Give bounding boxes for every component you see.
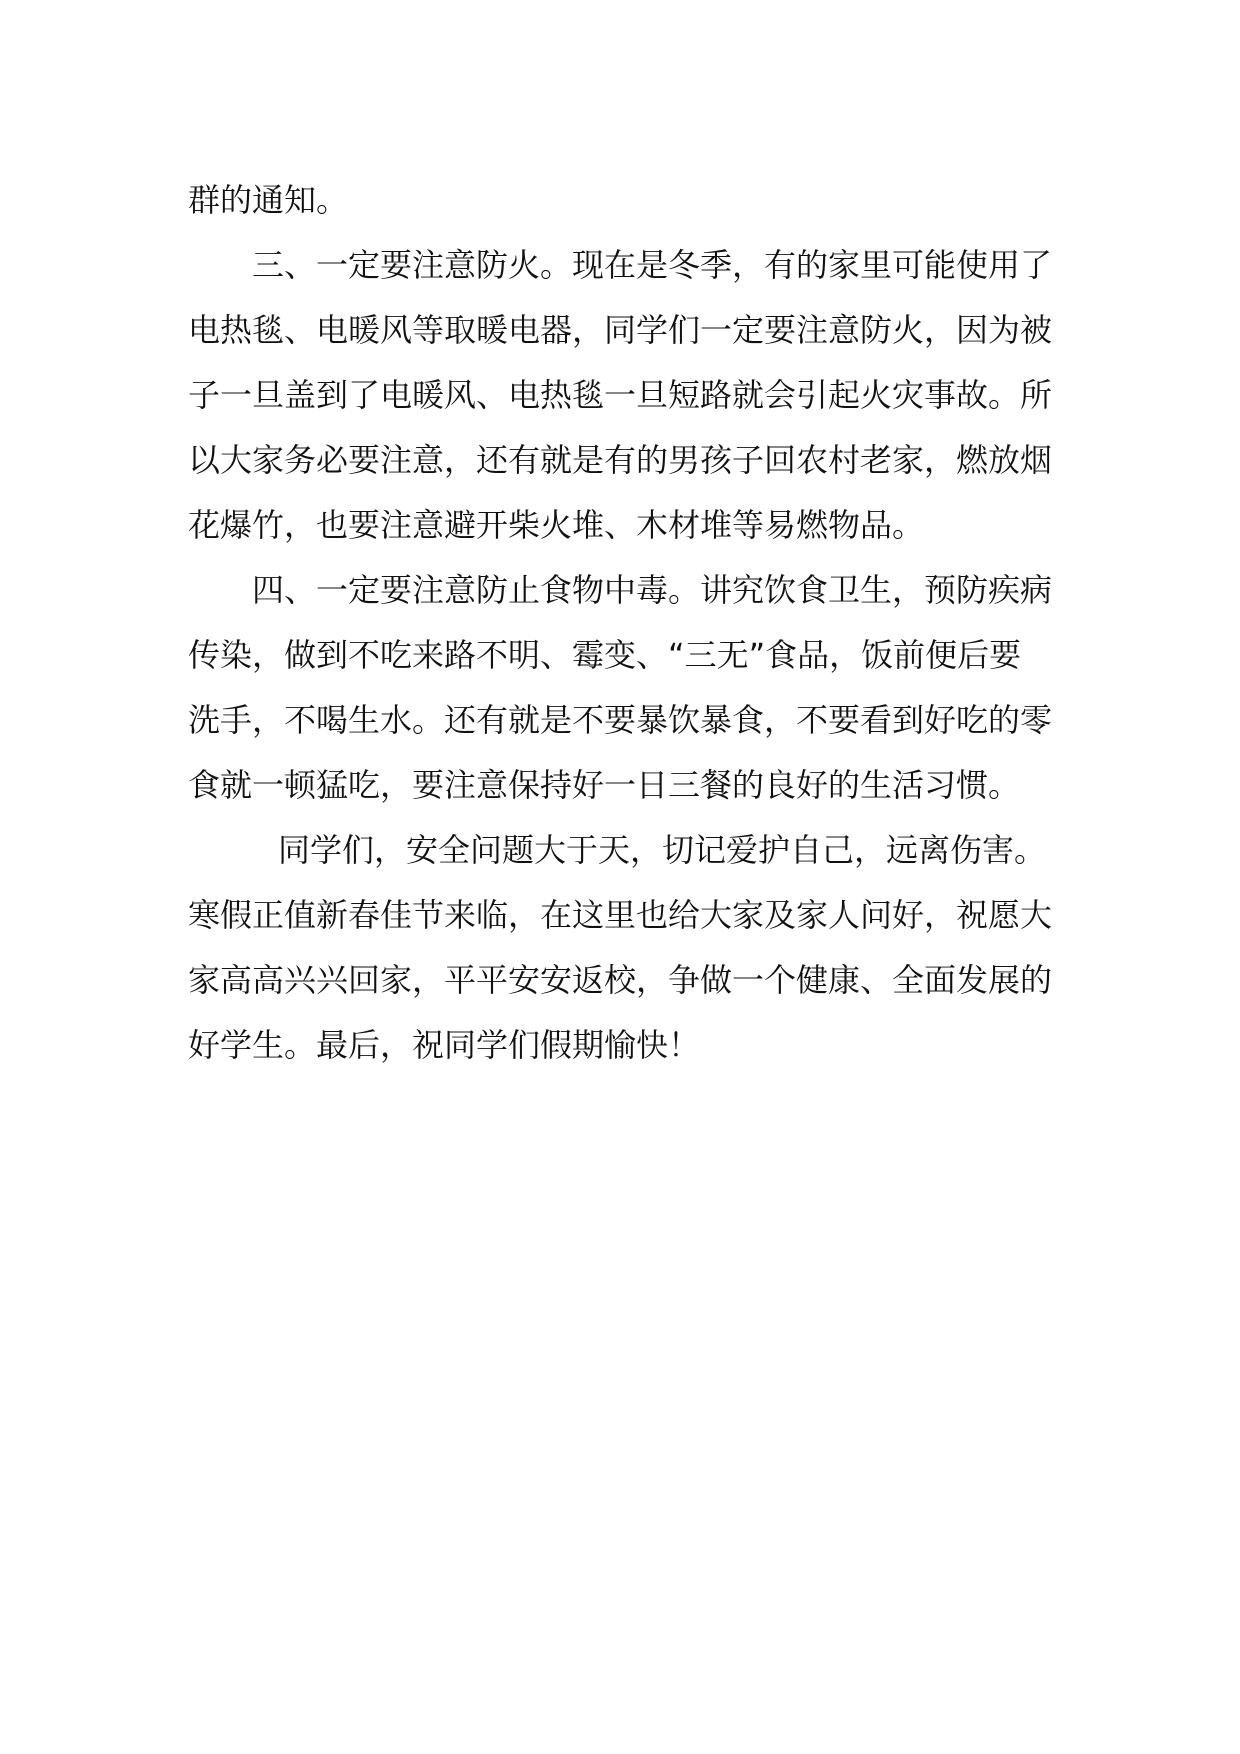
paragraph-line: 电热毯、电暖风等取暖电器，同学们一定要注意防火，因为被 <box>188 311 1053 349</box>
document-body <box>188 168 1068 1078</box>
paragraph-line: 以大家务必要注意，还有就是有的男孩子回农村老家，燃放烟 <box>188 441 1053 479</box>
paragraph-line: 三、一定要注意防火。现在是冬季，有的家里可能使用了 <box>252 246 1053 284</box>
paragraph-line: 食就一顿猛吃，要注意保持好一日三餐的良好的生活习惯。 <box>188 766 1021 804</box>
paragraph-line: 四、一定要注意防止食物中毒。讲究饮食卫生，预防疾病 <box>252 571 1053 609</box>
paragraph-line: 传染，做到不吃来路不明、霉变、“三无”食品，饭前便后要 <box>188 636 1022 674</box>
paragraph-line: 好学生。最后，祝同学们假期愉快！ <box>188 1026 701 1064</box>
paragraph-line: 洗手，不喝生水。还有就是不要暴饮暴食，不要看到好吃的零 <box>188 701 1053 739</box>
paragraph-line: 同学们，安全问题大于天，切记爱护自己，远离伤害。 <box>278 831 1047 869</box>
paragraph-line: 家高高兴兴回家，平平安安返校，争做一个健康、全面发展的 <box>188 961 1053 999</box>
paragraph-line: 花爆竹，也要注意避开柴火堆、木材堆等易燃物品。 <box>188 506 925 544</box>
paragraph-line: 子一旦盖到了电暖风、电热毯一旦短路就会引起火灾事故。所 <box>188 376 1053 414</box>
paragraph-line: 寒假正值新春佳节来临，在这里也给大家及家人问好，祝愿大 <box>188 896 1053 934</box>
paragraph-line: 群的通知。 <box>188 181 349 219</box>
